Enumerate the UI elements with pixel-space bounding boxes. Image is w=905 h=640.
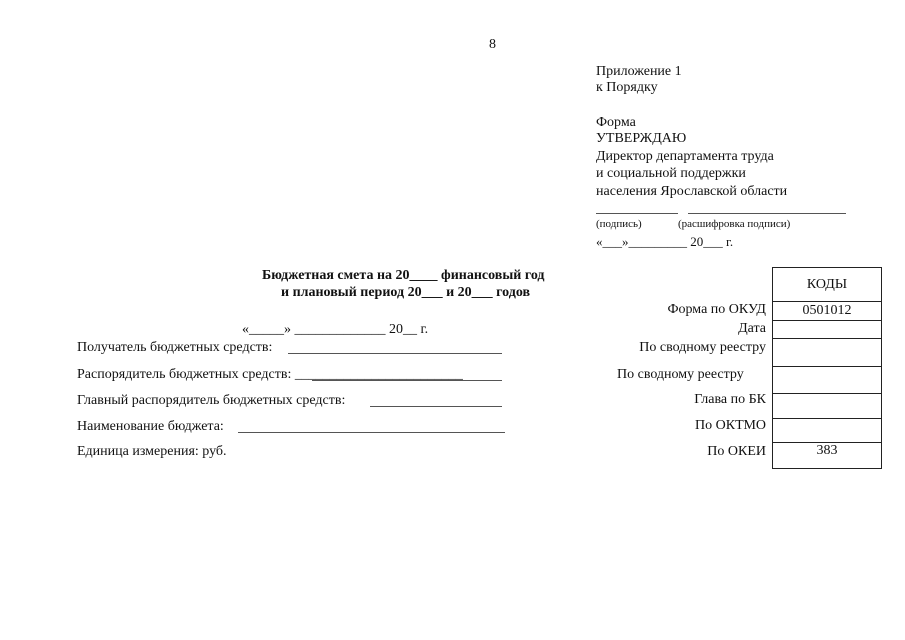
field-chief-manager-line[interactable] bbox=[370, 406, 502, 407]
to-order-label: к Порядку bbox=[596, 80, 658, 95]
form-label: Форма bbox=[596, 115, 636, 130]
page-number: 8 bbox=[489, 37, 496, 52]
decode-caption: (расшифровка подписи) bbox=[678, 218, 791, 230]
field-budget-name-line[interactable] bbox=[238, 432, 505, 433]
code-value-oktmo[interactable] bbox=[773, 419, 881, 443]
document-title-line2: и плановый период 20___ и 20___ годов bbox=[281, 285, 531, 300]
code-value-chapter-bk[interactable] bbox=[773, 394, 881, 419]
code-label-okud: Форма по ОКУД bbox=[667, 302, 766, 317]
code-label-chapter-bk: Глава по БК bbox=[694, 392, 766, 407]
signature-line bbox=[596, 213, 678, 214]
document-date-line: «_____» _____________ 20__ г. bbox=[242, 322, 429, 337]
code-label-registry-2: По сводному реестру bbox=[617, 367, 744, 382]
field-recipient-line[interactable] bbox=[288, 353, 502, 354]
field-recipient-label: Получатель бюджетных средств: bbox=[77, 340, 273, 355]
appendix-label: Приложение 1 bbox=[596, 64, 682, 79]
signature-caption: (подпись) bbox=[596, 218, 642, 230]
approve-label: УТВЕРЖДАЮ bbox=[596, 131, 687, 146]
codes-table bbox=[772, 267, 882, 469]
document-title-line1: Бюджетная смета на 20____ финансовый год bbox=[262, 268, 545, 283]
field-budget-name-label: Наименование бюджета: bbox=[77, 419, 224, 434]
approval-date-line: «___»_________ 20___ г. bbox=[596, 234, 734, 249]
position-line: и социальной поддержки bbox=[596, 166, 746, 181]
position-line: населения Ярославской области bbox=[596, 184, 788, 199]
code-value-okei: 383 bbox=[773, 443, 881, 469]
code-value-date[interactable] bbox=[773, 321, 881, 339]
code-label-date: Дата bbox=[738, 321, 766, 336]
field-unit-label: Единица измерения: руб. bbox=[77, 444, 227, 459]
position-line: Директор департамента труда bbox=[596, 149, 774, 164]
code-label-oktmo: По ОКТМО bbox=[695, 418, 766, 433]
decode-signature-line bbox=[688, 213, 846, 214]
field-manager-line[interactable] bbox=[312, 380, 502, 381]
code-label-okei: По ОКЕИ bbox=[707, 444, 766, 459]
code-label-registry: По сводному реестру bbox=[639, 340, 766, 355]
code-value-registry[interactable] bbox=[773, 339, 881, 367]
field-manager-label: Распорядитель бюджетных средств: ________________________ bbox=[77, 367, 463, 382]
code-value-registry-2[interactable] bbox=[773, 367, 881, 394]
field-chief-manager-label: Главный распорядитель бюджетных средств: bbox=[77, 393, 346, 408]
code-value-okud: 0501012 bbox=[773, 302, 881, 321]
codes-header: КОДЫ bbox=[773, 268, 881, 302]
